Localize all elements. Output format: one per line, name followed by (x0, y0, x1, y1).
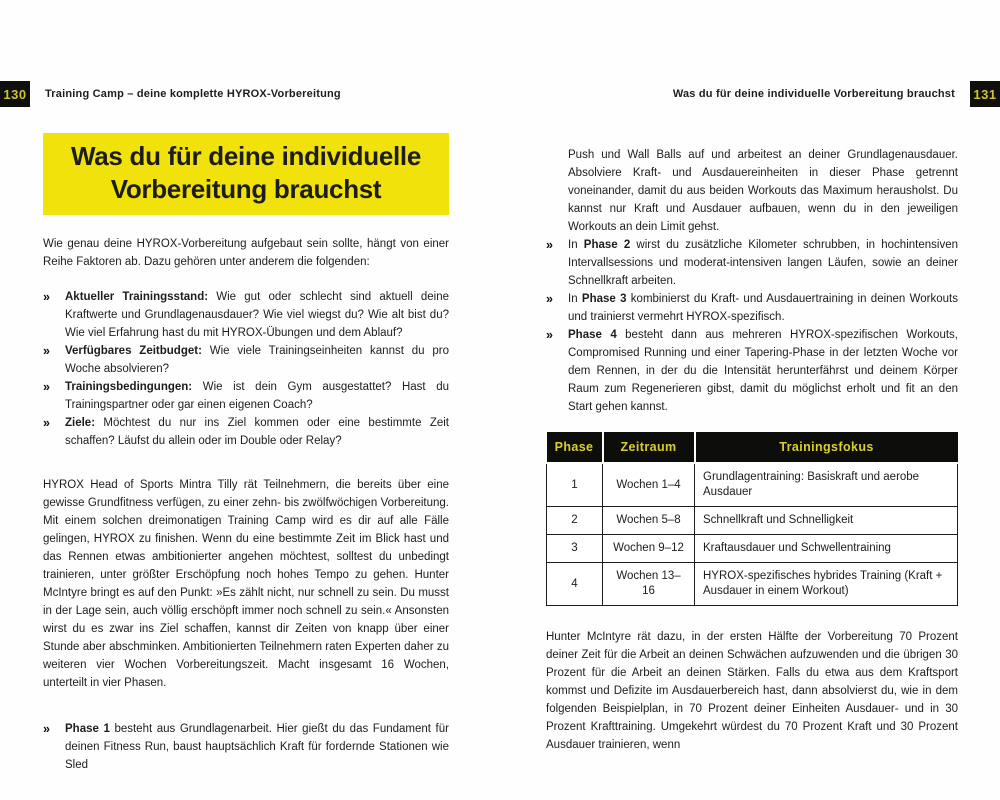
list-item-body-text: wirst du zusätzliche Kilometer schrubben, in hochintensiven Intervallsessions und moderat-intensiven langen Läufen, sowie an deiner Schnellkraft arbeiten. (568, 239, 958, 287)
cell-fokus: Grundlagentraining: Basiskraft und aerobe Ausdauer (695, 463, 958, 507)
column-header-phase: Phase (547, 432, 603, 463)
double-chevron-bullet-icon: » (43, 722, 49, 736)
list-item-bold-label: Trainingsbedingungen: (65, 381, 193, 393)
table-row (547, 507, 958, 535)
list-item-body-text: besteht dann aus mehreren HYROX-spezifischen Workouts, Compromised Running und einer Tapering-Phase in der letzten Woche vor dem Rennen, in der du die Intensität herunterfährst und deinem Körper Raum zum Regenerieren gibst, damit du möglichst erholt und fit an den Start gehen kannst. (568, 329, 958, 413)
list-item-text (568, 326, 958, 416)
phase-table-body (547, 463, 958, 606)
list-item-text (568, 236, 958, 290)
list-item-body-text: Wie gut oder schlecht sind aktuell deine Kraftwerte und Grundlagenausdauer? Wie viel wiegst du? Wie alt bist du? Wie viel Erfahrung hast du mit HYROX-Übungen und dem Ablauf? (65, 291, 449, 339)
left-page-column (43, 133, 449, 774)
list-item (43, 378, 449, 414)
list-item-body-text: kombinierst du Kraft- und Ausdauertraining in deinen Workouts und trainierst vermehrt HYROX-spezifisch. (568, 293, 958, 323)
phases-list (546, 236, 958, 416)
cell-phase: 1 (547, 463, 603, 507)
list-item (43, 288, 449, 342)
double-chevron-bullet-icon: » (43, 416, 49, 430)
list-item-text (65, 414, 449, 450)
list-item-text (65, 378, 449, 414)
page-number-left: 130 (0, 81, 30, 107)
phase-table (546, 432, 958, 606)
list-item-bold-label: Phase 1 (65, 723, 110, 735)
chapter-title (43, 133, 449, 215)
list-item-text (65, 342, 449, 378)
list-item-bold-label: Aktueller Trainingsstand: (65, 291, 209, 303)
list-item-text (568, 290, 958, 326)
double-chevron-bullet-icon: » (546, 328, 552, 342)
list-item-phase-4 (546, 326, 958, 416)
list-item-text (65, 288, 449, 342)
phase-1-continuation (546, 146, 958, 236)
double-chevron-bullet-icon: » (546, 238, 552, 252)
phase-table-header (547, 432, 958, 463)
chapter-title-line2: Vorbereitung brauchst (110, 174, 382, 204)
table-row (547, 563, 958, 606)
column-header-zeitraum: Zeitraum (603, 432, 695, 463)
list-item-bold-label: Phase 3 (581, 293, 627, 305)
cell-phase: 3 (547, 535, 603, 563)
right-page-column (546, 146, 958, 754)
continuation-text: Push und Wall Balls auf und arbeitest an deiner Grundlagenausdauer. Absolviere Kraft- und Ausdauereinheiten in dieser Phase getrennt voneinander, damit du aus beiden Workouts das Maximum herausholst. Du kannst nur Kraft und Ausdauer aufbauen, wenn du in den jeweiligen Workouts an dein Limit gehst. (568, 149, 958, 233)
closing-paragraph: Hunter McIntyre rät dazu, in der ersten Hälfte der Vorbereitung 70 Prozent deiner Zeit für die Arbeit an deinen Schwächen aufzuwenden und die übrigen 30 Prozent für die Arbeit an deinen Stärken. Falls du etwa aus dem Kraftsport kommst und Defizite im Ausdauerbereich hast, dann absolvierst du, wie in dem folgenden Beispielplan, in 70 Prozent deiner Einheiten Ausdauer- und in 30 Prozent Krafttraining. Umgekehrt würdest du 70 Prozent Kraft und 30 Prozent Ausdauer trainieren, wenn (546, 631, 958, 751)
cell-zeitraum: Wochen 13–16 (603, 563, 695, 606)
cell-phase: 2 (547, 507, 603, 535)
list-item-text (65, 720, 449, 774)
training-camp-paragraph: HYROX Head of Sports Mintra Tilly rät Teilnehmern, die bereits über eine gewisse Grundfitness verfügen, zu einer zehn- bis zwölfwöchigen Vorbereitung. Mit einem solchen dreimonatigen Training Camp wird es dir auf alle Fälle gelingen, HYROX zu finishen. Wenn du eine bestimmte Zeit im Blick hast und das Rennen etwas ambitionierter angehen möchtest, solltest du unbedingt trainieren, unter größter Erschöpfung noch hohes Tempo zu gehen. Hunter McIntyre bringt es auf den Punkt: »Es zählt nicht, nur schnell zu sein. Du musst in der Lage sein, auch völlig erschöpft immer noch schnell zu sein.« Ansonsten wirst du es zwar ins Ziel schaffen, kannst dir Zeiten von knapp über einer Stunde aber abschminken. Ambitionierten Teilnehmern raten Experten daher zu weiteren vier Wochen Vorbereitungszeit. Macht insgesamt 16 Wochen, unterteilt in vier Phasen. (43, 479, 449, 689)
list-item-body-text: Wie ist dein Gym ausgestattet? Hast du Trainingspartner oder gar einen eigenen Coach? (65, 381, 449, 411)
cell-fokus: Schnellkraft und Schnelligkeit (695, 507, 958, 535)
cell-fokus: Kraftausdauer und Schwellentraining (695, 535, 958, 563)
column-header-trainingsfokus: Trainingsfokus (695, 432, 958, 463)
list-item-prefix: In (568, 239, 584, 251)
list-item-body-text: Wie viele Trainingseinheiten kannst du pro Woche absolvieren? (65, 345, 449, 375)
list-item-bold-label: Phase 4 (568, 329, 617, 341)
table-header-row (547, 432, 958, 463)
double-chevron-bullet-icon: » (43, 380, 49, 394)
cell-zeitraum: Wochen 5–8 (603, 507, 695, 535)
cell-zeitraum: Wochen 1–4 (603, 463, 695, 507)
double-chevron-bullet-icon: » (546, 292, 552, 306)
factors-list (43, 288, 449, 450)
cell-zeitraum: Wochen 9–12 (603, 535, 695, 563)
list-item-bold-label: Verfügbares Zeitbudget: (65, 345, 202, 357)
list-item-bold-label: Phase 2 (583, 239, 631, 251)
running-head-left: Training Camp – deine komplette HYROX-Vorbereitung (45, 88, 341, 100)
list-item (43, 342, 449, 378)
list-item-body-text: besteht aus Grundlagenarbeit. Hier gießt du das Fundament für deinen Fitness Run, baust hauptsächlich Kraft für fordernde Stationen wie Sled (65, 723, 449, 771)
page-number-right: 131 (970, 81, 1000, 107)
table-row (547, 463, 958, 507)
chapter-title-line1: Was du für deine individuelle (70, 141, 422, 171)
list-item (43, 414, 449, 450)
list-item-bold-label: Ziele: (65, 417, 96, 429)
running-head-right: Was du für deine individuelle Vorbereitung brauchst (672, 88, 955, 100)
list-item-phase-2 (546, 236, 958, 290)
intro-paragraph: Wie genau deine HYROX-Vorbereitung aufgebaut sein sollte, hängt von einer Reihe Faktoren ab. Dazu gehören unter anderem die folgenden: (43, 238, 449, 268)
double-chevron-bullet-icon: » (43, 344, 49, 358)
list-item-phase-3 (546, 290, 958, 326)
list-item-prefix: In (568, 293, 582, 305)
cell-phase: 4 (547, 563, 603, 606)
table-row (547, 535, 958, 563)
list-item-phase-1 (43, 720, 449, 774)
double-chevron-bullet-icon: » (43, 290, 49, 304)
cell-fokus: HYROX-spezifisches hybrides Training (Kraft + Ausdauer in einem Workout) (695, 563, 958, 606)
list-item-body-text: Möchtest du nur ins Ziel kommen oder eine bestimmte Zeit schaffen? Läufst du allein oder im Double oder Relay? (65, 417, 449, 447)
